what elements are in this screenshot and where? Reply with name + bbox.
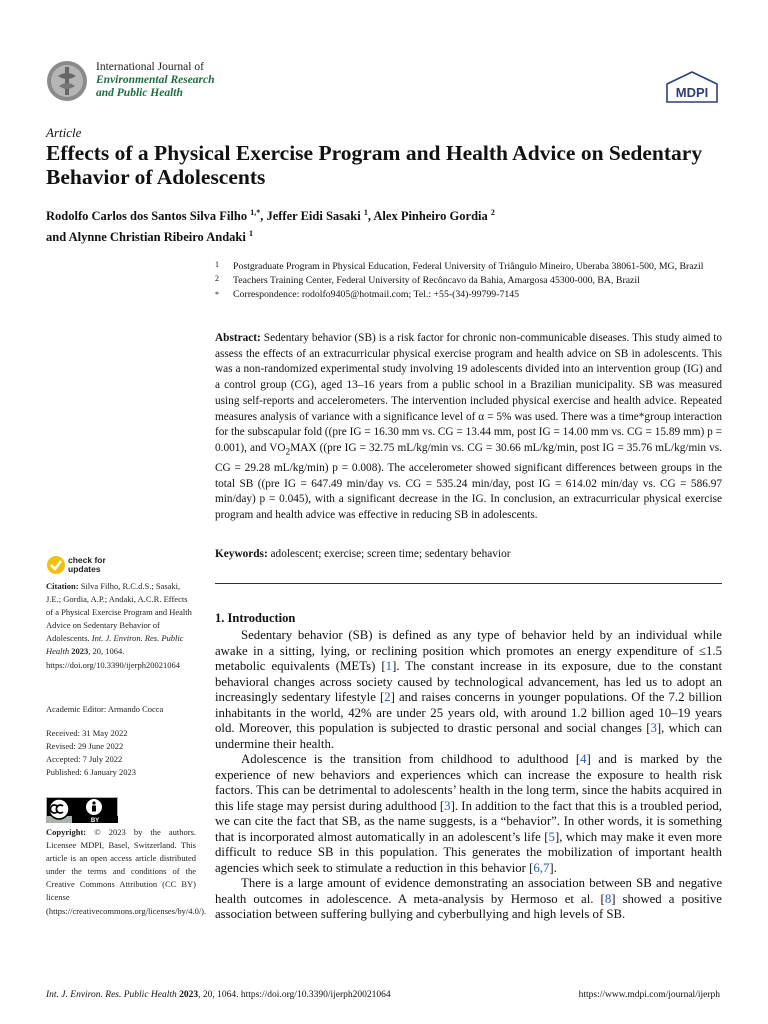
abstract [215,331,722,524]
cc-by-license-icon[interactable] [46,797,118,823]
author-affiliation-mark: 2 [490,208,495,217]
paragraph: There is a large amount of evidence demonstrating an association between SB and negative health outcomes in adolescence. A meta-analysis by Hermoso et al. [8] showed a positive association between suffering bullying and cyberbullying and high levels of SB. [215,876,722,921]
date-received: Received: 31 May 2022 [46,728,128,738]
affiliation-text: Postgraduate Program in Physical Education, Federal University of Triângulo Mineiro, Uberaba 38061-500, MG, Brazil [233,261,704,272]
citation-block [46,580,196,672]
affiliation-item [215,274,725,287]
date-published: Published: 6 January 2023 [46,767,136,778]
date-revised: Revised: 29 June 2022 [46,741,124,752]
citation-link[interactable]: 3 [650,721,657,735]
correspondence [215,288,725,301]
copyright-text: © 2023 by the authors. Licensee MDPI, Basel, Switzerland. This article is an open access article distributed under the terms and conditions of the Creative Commons Attribution (CC BY) license (https://creativecommons.org/licenses/by/4.0/). [46,827,207,916]
citation-text: Silva Filho, R.C.d.S.; Sasaki, J.E.; Gordia, A.P.; Andaki, A.C.R. Effects of a Physical Exercise Program and Health Advice on Sedentary Behavior of Adolescents. [46,581,192,644]
author-name[interactable]: Jeffer Eidi Sasaki [266,209,361,224]
copyright-label: Copyright: [46,827,87,837]
citation-link[interactable]: 6,7 [533,860,550,875]
footer-doi[interactable]: , 20, 1064. https://doi.org/10.3390/ijerph20021064 [198,990,391,1000]
citation-link[interactable]: 3 [444,798,451,813]
check-for-updates-icon[interactable] [46,555,66,575]
introduction-body [215,628,722,923]
academic-editor: Academic Editor: Armando Cocca [46,704,164,714]
citation-link[interactable]: 1 [385,659,393,673]
author-name[interactable]: Alex Pinheiro Gordia [373,209,488,224]
paragraph: Adolescence is the transition from childhood to adulthood [4] and is marked by the experience of new behaviors and experiences which can increase the exposure to health risk factors. This can be detrimental to adolescents’ health in the long term, since the habits acquired in this life stage may persist during adulthood [3]. In addition to the fact that this is a troubled period, we can cite the fact that SB, as the name suggests, is a “behavior”. In other words, it is something that is incorporated almost automatically in an adolescent’s life [5], which may make it even more difficult to reduce SB in this population. This generates the mobilization of important health agencies which seek to stimulate a reduction in this behavior [6,7]. [215,752,722,875]
author-name[interactable]: Alynne Christian Ribeiro Andaki [68,230,246,245]
citation-link[interactable]: 8 [604,891,612,906]
check-for-updates-line1: check for [68,555,106,565]
section-heading-introduction: 1. Introduction [215,611,296,625]
correspondence-text[interactable]: Correspondence: rodolfo9405@hotmail.com; Tel.: +55-(34)-99799-7145 [233,289,520,300]
author-affiliation-mark: 1,* [250,208,261,217]
citation-year: 2023 [71,646,89,657]
abstract-text: MAX ((pre IG = 32.75 mL/kg/min vs. CG = 30.66 mL/kg/min, post IG = 35.76 mL/kg/min vs. CG = 29.28 mL/kg/min) p = 0.008). The accelerometer showed significant differences between groups in the total SB ((pre IG = 647.49 min/day vs. CG = 535.24 min/day, post IG = 614.02 min/day vs. CG = 586.97 min/day) p = 0.045), with a significant decrease in the IG. In conclusion, an extracurricular physical exercise program and health advice was effective in reducing SB in adolescents. [215,441,722,521]
affiliation-marker: 1 [215,260,219,269]
author-list: Rodolfo Carlos dos Santos Silva Filho $^{1,*}$, Jeffer Eidi Sasaki $^1$, Alex Pinheiro Gordia $^2$ and Alynne Christian Ribeiro Andaki $^1$ [46,208,495,245]
citation-link[interactable]: 2 [384,690,391,704]
author-affiliation-mark: 1 [248,229,253,239]
citation-link[interactable]: 5 [548,829,555,844]
journal-name-line1: International Journal of [96,61,204,73]
check-for-updates-button[interactable] [68,556,106,574]
author-affiliation-mark: 1 [363,208,368,217]
copyright-block [46,826,207,918]
citation-link[interactable]: 4 [580,752,587,766]
affiliation-text: Teachers Training Center, Federal University of Recôncavo da Bahia, Amargosa 45300-000, BA, Brazil [233,275,640,286]
section-divider [215,583,722,584]
citation-doi[interactable]: , 20, 1064. https://doi.org/10.3390/ijerph20021064 [46,646,180,670]
check-for-updates-line2: updates [68,564,101,574]
abstract-label: Abstract: [215,332,261,344]
abstract-text: Sedentary behavior (SB) is a risk factor for chronic non-communicable diseases. This study aimed to assess the effects of an extracurricular physical exercise program and health advice on SB in adolescents. This was a non-randomized experimental study involving 19 adolescents divided into an intervention group (IG) and a control group (CG), aged 13–16 years from a public school in a Brazilian municipality. SB was measured using self-reports and accelerometers. The intervention included physical exercise and health advice. Repeated measures analysis of variance with a significance level of α = 5% was used. There was a time*group interaction for the subscapular fold ((pre IG = 16.30 mm vs. CG = 13.44 mm, post IG = 14.00 mm vs. CG = 15.89 mm) p = 0.001), and VO [215,332,722,454]
abstract-subscript: 2 [285,447,291,458]
article-type: Article [46,125,82,140]
cc-by-label: BY [90,818,100,823]
keywords [215,548,722,560]
affiliation-marker: 2 [215,274,219,283]
mdpi-logo-icon [664,70,720,104]
footer-journal: Int. J. Environ. Res. Public Health [46,990,177,1000]
citation-label: Citation: [46,581,79,591]
affiliation-item [215,260,725,273]
author-name[interactable]: Rodolfo Carlos dos Santos Silva Filho [46,209,248,224]
paragraph: Sedentary behavior (SB) is defined as any type of behavior held by an individual while awake in a sitting, lying, or reclining position which promotes an energy expenditure of ≤1.5 metabolic equivalents (METs) [1]. The constant increase in its exposure, due to the constant behavioral changes across society caused by technological advancement, has led us to adopt an increasingly sedentary lifestyle [2] and raises concerns in younger populations. Of the 7.2 billion inhabitants in the world, 42% are under 25 years old, with around 1.2 billion aged 10–19 years old. Moreover, this population is subjected to drastic personal and social changes [3], which can undermine their health. [215,628,723,751]
article-title: Effects of a Physical Exercise Program and Health Advice on Sedentary Behavior of Adolescents [46,141,703,189]
citation-journal: Int. J. Environ. Res. Public Health [46,633,184,657]
keywords-text: adolescent; exercise; screen time; sedentary behavior [270,548,511,560]
journal-logo-icon [46,60,88,102]
mdpi-logo-text: MDPI [675,85,709,100]
date-accepted: Accepted: 7 July 2022 [46,754,123,765]
journal-name [96,61,215,100]
affiliation-marker: * [215,290,219,299]
footer-year: 2023 [179,990,199,1000]
author-list-conjunction: and [46,230,67,245]
keywords-label: Keywords: [215,548,268,560]
dates-block [46,727,196,779]
journal-name-line3: and Public Health [96,87,183,99]
journal-name-line2: Environmental Research [96,74,215,86]
footer-citation [46,990,391,1000]
affiliations [215,260,725,302]
footer-journal-url[interactable]: https://www.mdpi.com/journal/ijerph [578,990,720,1000]
